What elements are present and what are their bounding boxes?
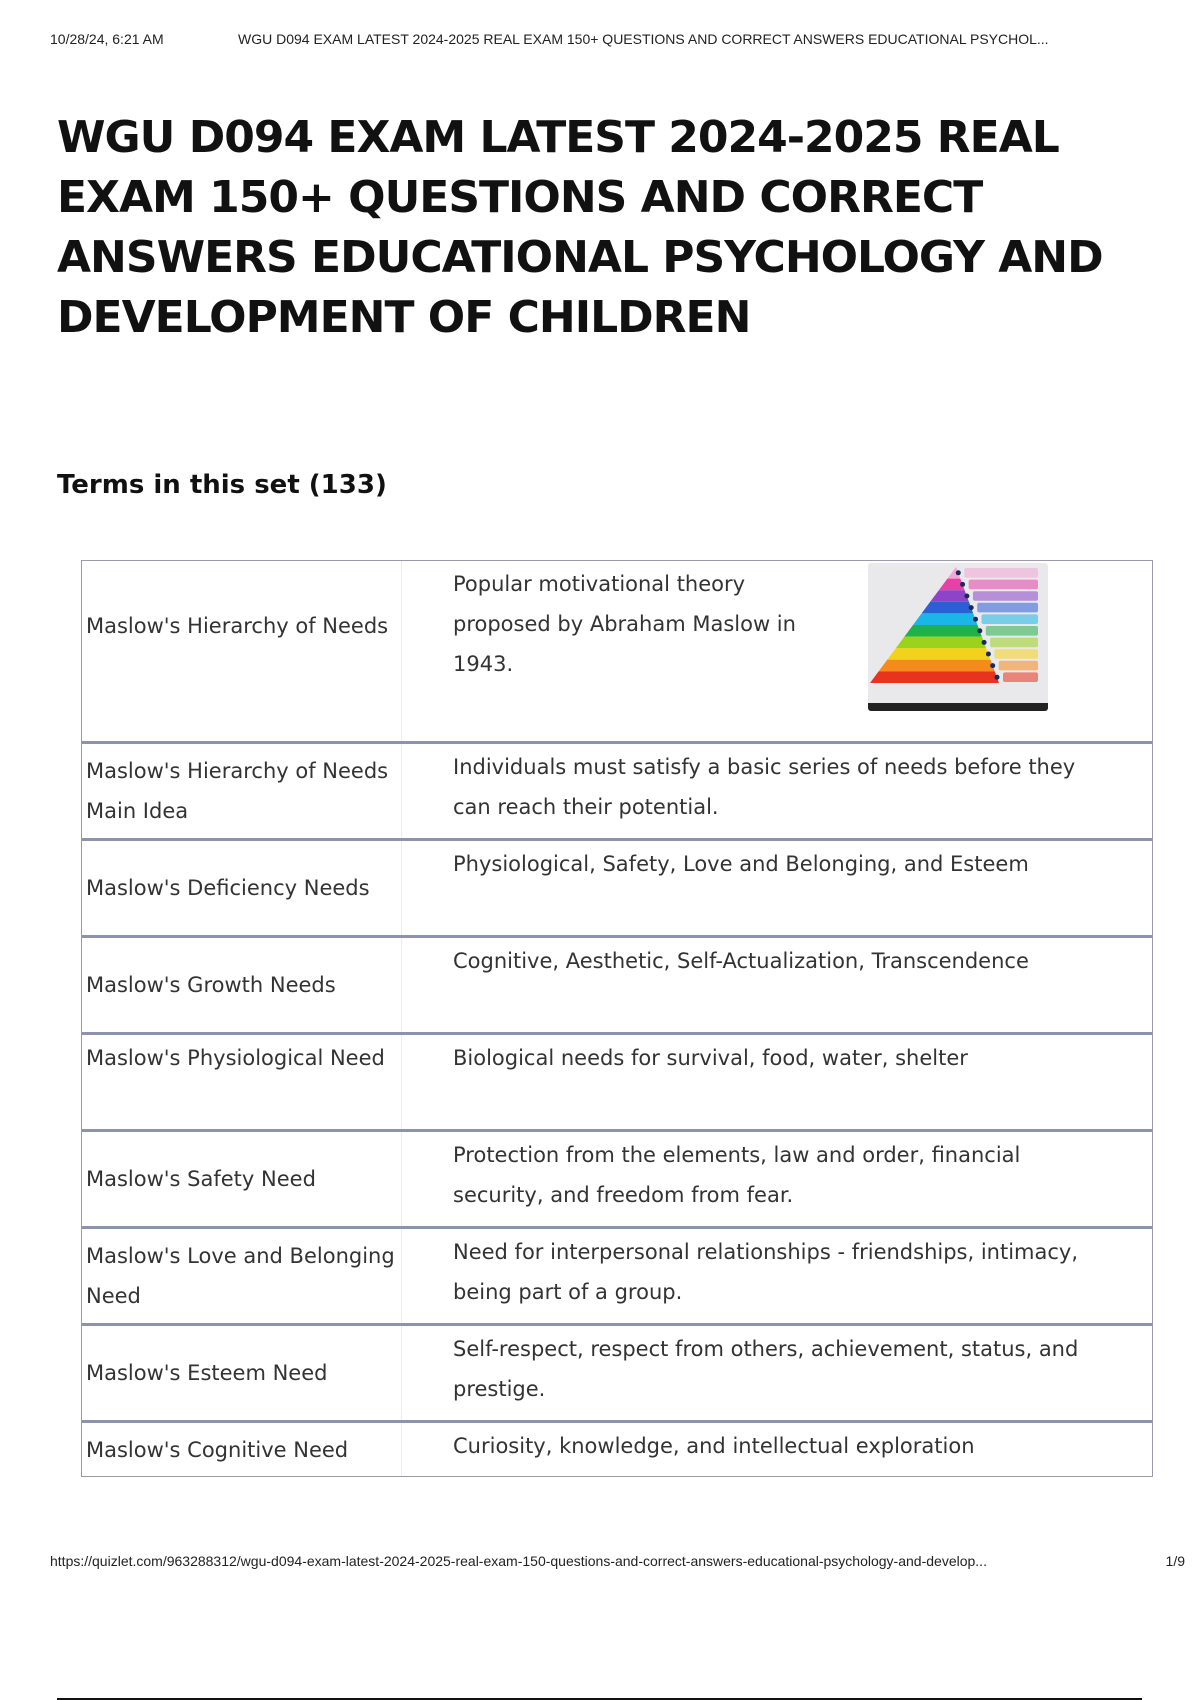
pyramid-annotation	[986, 626, 1038, 636]
term-cell	[82, 1326, 402, 1420]
definition-text: Need for interpersonal relationships - friendships, intimacy, being part of a group.	[453, 1240, 1079, 1304]
pyramid-annotation	[990, 638, 1038, 648]
pyramid-marker	[990, 663, 995, 668]
footer-page-number: 1/9	[1165, 1553, 1185, 1569]
term-cell	[82, 561, 402, 741]
pyramid-marker	[956, 570, 961, 575]
definition-cell	[402, 744, 1152, 838]
term-text: Maslow's Growth Needs	[86, 973, 336, 997]
definition-text: Popular motivational theory proposed by Abraham Maslow in 1943.	[453, 572, 796, 676]
terms-table	[81, 560, 1153, 1477]
pyramid-annotation	[1003, 672, 1038, 682]
term-cell	[82, 1132, 402, 1226]
term-row	[82, 935, 1152, 1032]
term-cell	[82, 1035, 402, 1129]
term-row	[82, 561, 1152, 741]
definition-cell	[402, 1132, 1152, 1226]
pyramid-annotation	[977, 603, 1038, 613]
term-row	[82, 1226, 1152, 1323]
term-text: Maslow's Esteem Need	[86, 1361, 328, 1385]
pyramid-layer	[879, 660, 995, 672]
pyramid-marker	[986, 652, 991, 657]
definition-cell	[402, 1229, 1152, 1323]
pyramid-marker	[973, 617, 978, 622]
term-cell	[82, 1423, 402, 1476]
term-cell	[82, 744, 402, 838]
term-text: Maslow's Safety Need	[86, 1167, 316, 1191]
pyramid-annotation	[999, 661, 1038, 671]
document-title: WGU D094 EXAM LATEST 2024-2025 REAL EXAM 150+ QUESTIONS AND CORRECT ANSWERS EDUCATIONAL PSYCHOLOGY AND DEVELOPMENT OF CHILDREN	[57, 112, 1103, 343]
pyramid-marker	[969, 605, 974, 610]
term-text: Maslow's Deficiency Needs	[86, 876, 370, 900]
term-row	[82, 1420, 1152, 1476]
header-page-title: WGU D094 EXAM LATEST 2024-2025 REAL EXAM 150+ QUESTIONS AND CORRECT ANSWERS EDUCATIONAL PSYCHOL...	[238, 31, 1049, 47]
pyramid-marker	[982, 640, 987, 645]
definition-cell	[402, 1035, 1152, 1129]
pyramid-marker	[964, 594, 969, 599]
pyramid-layer	[887, 648, 990, 660]
definition-text: Protection from the elements, law and order, financial security, and freedom from fear.	[453, 1143, 1021, 1207]
pyramid-annotation	[982, 614, 1039, 624]
pyramid-layer	[922, 602, 974, 614]
definition-cell	[402, 561, 1152, 741]
term-cell	[82, 1229, 402, 1323]
definition-cell	[402, 938, 1152, 1032]
pyramid-annotation	[969, 580, 1038, 590]
footer-url[interactable]: https://quizlet.com/963288312/wgu-d094-exam-latest-2024-2025-real-exam-150-questions-and-correct-answers-educational-psychology-and-develop...	[50, 1553, 987, 1569]
definition-text: Physiological, Safety, Love and Belonging, and Esteem	[453, 852, 1029, 876]
term-text: Maslow's Hierarchy of Needs Main Idea	[86, 759, 389, 823]
pyramid-layer	[930, 590, 969, 602]
pyramid-annotation	[973, 591, 1038, 601]
definition-text: Cognitive, Aesthetic, Self-Actualization, Transcendence	[453, 949, 1029, 973]
set-heading: Terms in this set (133)	[57, 470, 387, 500]
pyramid-layer	[913, 613, 978, 625]
term-row	[82, 1323, 1152, 1420]
definition-cell	[402, 841, 1152, 935]
term-text: Maslow's Hierarchy of Needs	[86, 614, 389, 638]
definition-text: Biological needs for survival, food, water, shelter	[453, 1046, 968, 1070]
header-datetime: 10/28/24, 6:21 AM	[50, 31, 164, 47]
maslow-pyramid-image	[868, 563, 1048, 711]
term-row	[82, 838, 1152, 935]
pyramid-annotation	[964, 568, 1038, 578]
term-text: Maslow's Physiological Need	[86, 1046, 385, 1070]
definition-text: Self-respect, respect from others, achievement, status, and prestige.	[453, 1337, 1079, 1401]
term-row	[82, 741, 1152, 838]
pyramid-layer	[904, 625, 981, 637]
pyramid-marker	[995, 675, 1000, 680]
pyramid-layer	[870, 671, 999, 683]
pyramid-annotation	[994, 649, 1038, 659]
term-row	[82, 1032, 1152, 1129]
term-text: Maslow's Cognitive Need	[86, 1437, 349, 1462]
definition-text: Individuals must satisfy a basic series of needs before they can reach their potential.	[453, 755, 1076, 819]
definition-text: Curiosity, knowledge, and intellectual exploration	[453, 1434, 975, 1458]
term-cell	[82, 841, 402, 935]
definition-cell	[402, 1423, 1152, 1476]
term-cell	[82, 938, 402, 1032]
pyramid-layer	[896, 637, 986, 649]
term-text: Maslow's Love and Belonging Need	[86, 1244, 395, 1308]
definition-cell	[402, 1326, 1152, 1420]
pyramid-graphic	[868, 563, 1048, 711]
term-row	[82, 1129, 1152, 1226]
pyramid-marker	[977, 628, 982, 633]
pyramid-marker	[960, 582, 965, 587]
